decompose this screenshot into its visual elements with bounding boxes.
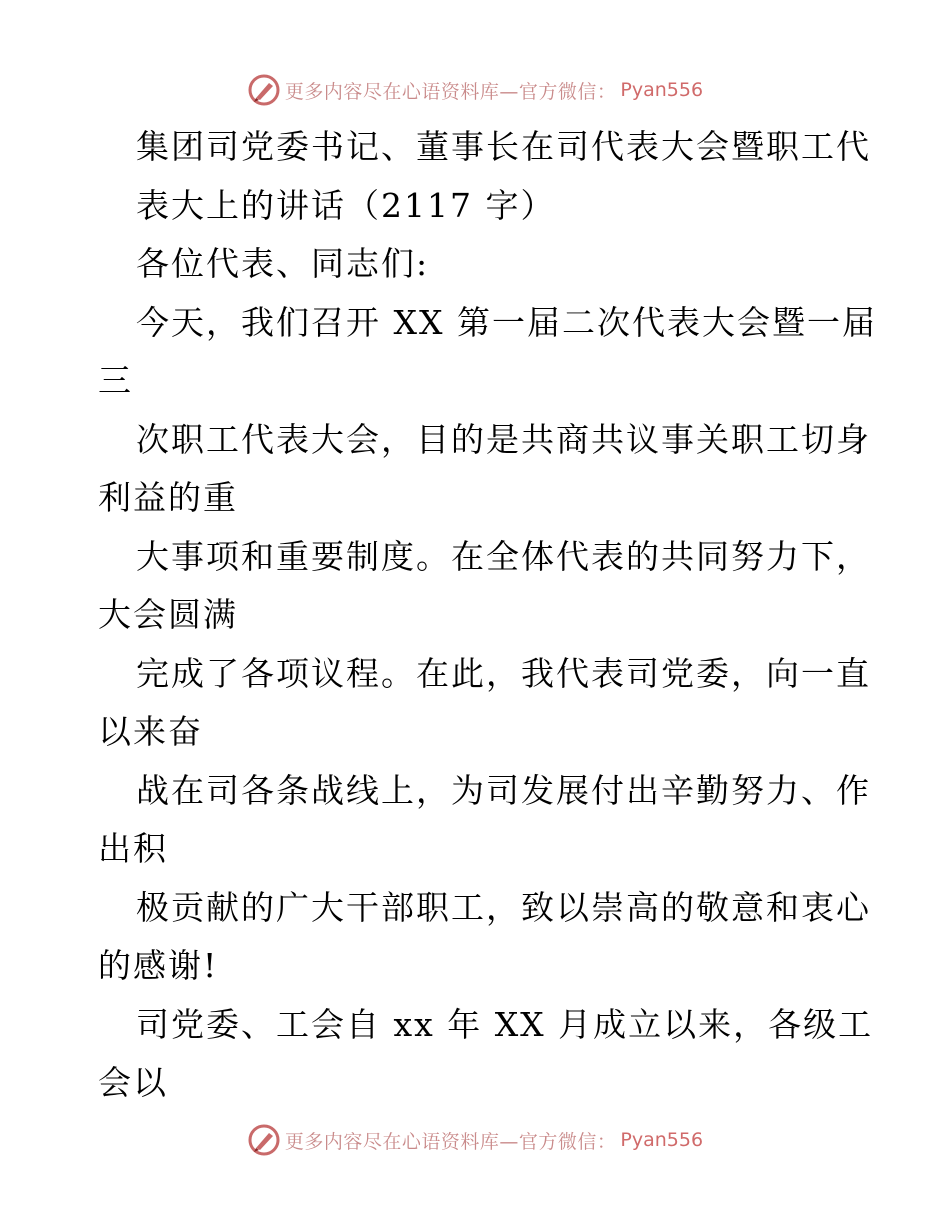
text-line: 大会圆满 bbox=[98, 595, 238, 634]
text-line: 战在司各条战线上，为司发展付出辛勤努力、作 bbox=[136, 770, 871, 810]
text-line: 利益的重 bbox=[98, 478, 238, 517]
text-line: 今天，我们召开 XX 第一届二次代表大会暨一届 bbox=[136, 302, 877, 342]
text-line: 完成了各项议程。在此，我代表司党委，向一直 bbox=[136, 653, 871, 693]
text-line: 集团司党委书记、董事长在司代表大会暨职工代 bbox=[136, 127, 871, 166]
text-line: 司党委、工会自 xx 年 XX 月成立以来，各级工 bbox=[136, 1004, 874, 1044]
text-line: 极贡献的广大干部职工，致以崇高的敬意和衷心 bbox=[136, 887, 871, 927]
watermark-wechat-id: Pyan556 bbox=[620, 79, 704, 101]
text-line: 表大上的讲话（2117 字） bbox=[136, 185, 556, 225]
pen-logo-icon bbox=[247, 73, 281, 107]
text-line: 以来奋 bbox=[98, 712, 203, 751]
text-line: 大事项和重要制度。在全体代表的共同努力下， bbox=[136, 536, 871, 576]
document-body bbox=[98, 118, 877, 1113]
text-line: 出积 bbox=[98, 829, 168, 868]
text-line: 会以 bbox=[98, 1063, 168, 1102]
text-line: 次职工代表大会，目的是共商共议事关职工切身 bbox=[136, 419, 871, 459]
pen-logo-icon bbox=[247, 1123, 281, 1157]
text-line: 的感谢! bbox=[98, 946, 219, 985]
watermark-text: 更多内容尽在心语资料库—官方微信： bbox=[284, 1130, 617, 1153]
watermark-wechat-id: Pyan556 bbox=[620, 1129, 704, 1151]
header-watermark bbox=[0, 72, 950, 108]
watermark-text: 更多内容尽在心语资料库—官方微信： bbox=[284, 80, 617, 103]
text-line: 三 bbox=[98, 361, 133, 400]
text-line: 各位代表、同志们: bbox=[136, 244, 430, 283]
footer-watermark bbox=[0, 1122, 950, 1158]
